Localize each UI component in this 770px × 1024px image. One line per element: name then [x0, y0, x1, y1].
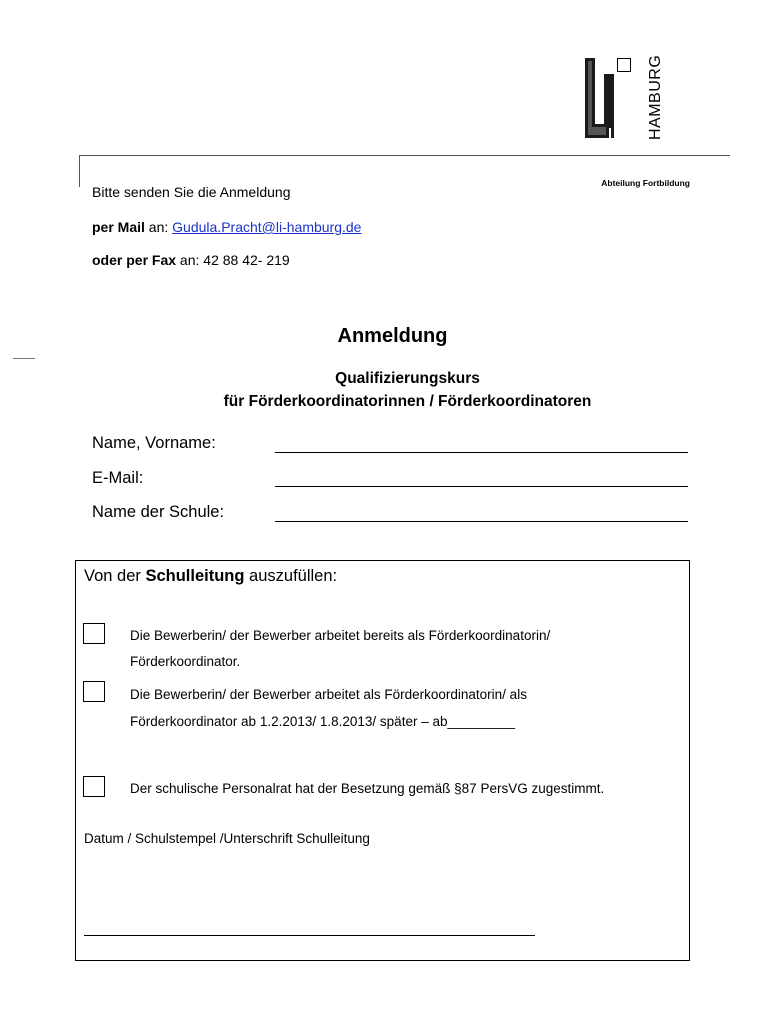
heading-bold: Schulleitung: [145, 567, 245, 585]
send-intro: Bitte senden Sie die Anmeldung: [92, 184, 291, 200]
fax-number: 42 88 42- 219: [203, 252, 290, 268]
future-coordinator-checkbox[interactable]: [83, 681, 105, 702]
already-coordinator-text-2: Förderkoordinator.: [130, 654, 241, 669]
department-label: Abteilung Fortbildung: [601, 178, 690, 188]
staff-council-checkbox[interactable]: [83, 776, 105, 797]
future-coordinator-text-1: Die Bewerberin/ der Bewerber arbeitet als Förderkoordinatorin/ als: [130, 687, 527, 702]
name-label: Name, Vorname:: [92, 434, 216, 452]
form-title: Anmeldung: [337, 325, 448, 347]
staff-council-text: Der schulische Personalrat hat der Besetzung gemäß §87 PersVG zugestimmt.: [130, 781, 605, 796]
mail-connector: an:: [144, 219, 173, 235]
school-leadership-heading: [84, 567, 337, 586]
header-rule: [80, 155, 730, 156]
course-title: Qualifizierungskurs: [335, 370, 480, 387]
mail-instruction: [92, 219, 361, 235]
already-coordinator-checkbox[interactable]: [83, 623, 105, 644]
school-leadership-section: [75, 560, 690, 961]
mail-label: per Mail: [92, 219, 145, 235]
margin-mark: [13, 358, 35, 359]
fax-label: oder per Fax: [92, 252, 177, 268]
header-rule-vertical: [79, 155, 80, 187]
logo-city-text: HAMBURG: [647, 54, 664, 140]
future-coordinator-text-2: Förderkoordinator ab 1.2.2013/ 1.8.2013/ später – ab_________: [130, 714, 516, 729]
school-field[interactable]: [275, 521, 688, 522]
email-label: E-Mail:: [92, 469, 144, 487]
fax-instruction: [92, 252, 290, 268]
name-field[interactable]: [275, 452, 688, 453]
logo-square-icon: [617, 58, 631, 72]
heading-prefix: Von der: [84, 567, 146, 585]
signature-label: Datum / Schulstempel /Unterschrift Schulleitung: [84, 831, 370, 846]
signature-line[interactable]: [84, 935, 535, 936]
fax-connector: an:: [176, 252, 204, 268]
email-field[interactable]: [275, 486, 688, 487]
mail-link[interactable]: Gudula.Pracht@li-hamburg.de: [172, 219, 362, 235]
course-audience: für Förderkoordinatorinnen / Förderkoordinatoren: [223, 393, 592, 410]
already-coordinator-text-1: Die Bewerberin/ der Bewerber arbeitet bereits als Förderkoordinatorin/: [130, 628, 551, 643]
school-label: Name der Schule:: [92, 503, 225, 521]
li-hamburg-logo: [584, 58, 614, 140]
heading-suffix: auszufüllen:: [244, 567, 338, 585]
